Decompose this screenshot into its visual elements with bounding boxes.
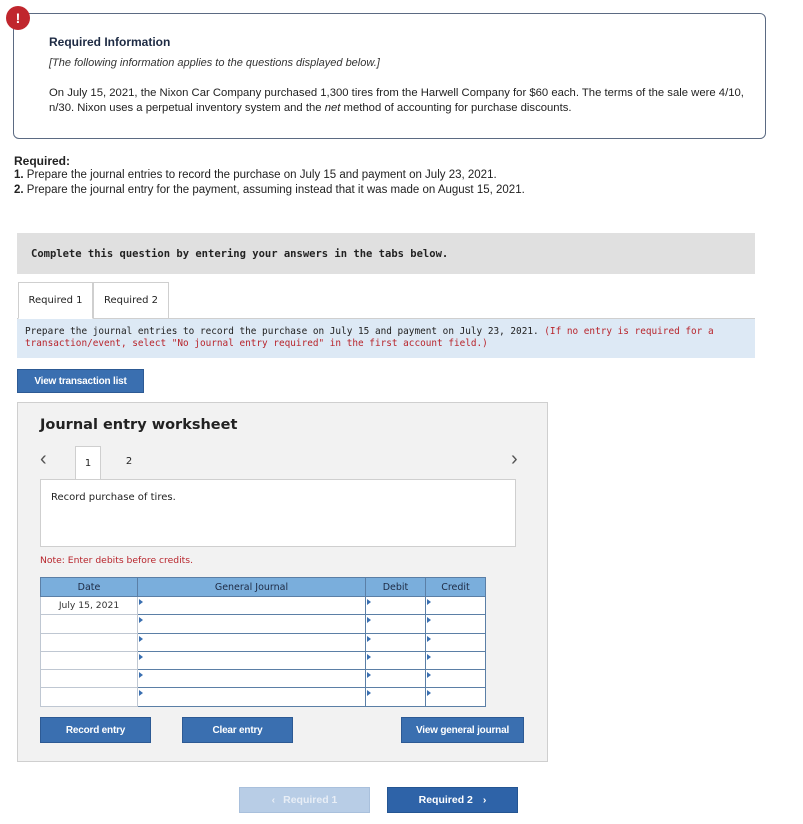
credit-input[interactable] [426,615,486,633]
required-information-box [13,13,766,139]
worksheet-page-2[interactable]: 2 [125,455,133,467]
required-item-text: Prepare the journal entries to record the purchase on July 15 and payment on July 23, 2021. [23,169,497,181]
column-header-debit: Debit [366,578,426,597]
required-item-1 [14,169,497,181]
table-row [41,670,486,688]
chevron-right-icon: › [482,794,487,806]
info-body-italic: net [324,102,341,114]
credit-input[interactable] [426,633,486,651]
account-input[interactable] [138,651,366,669]
column-header-credit: Credit [426,578,486,597]
required-item-text: Prepare the journal entry for the payment, assuming instead that it was made on August 15, 2021. [23,184,525,196]
table-row [41,597,486,615]
info-italic-note: [The following information applies to the questions displayed below.] [49,57,380,69]
instruction-main: Prepare the journal entries to record the purchase on July 15 and payment on July 23, 2021. [25,326,539,337]
previous-required-label: Required 1 [283,794,338,806]
date-cell[interactable] [41,615,138,633]
credit-input[interactable] [426,670,486,688]
debit-input[interactable] [366,688,426,706]
account-input[interactable] [138,615,366,633]
date-cell[interactable] [41,633,138,651]
info-title: Required Information [49,35,171,49]
previous-required-button[interactable] [239,787,370,813]
instruction-box [17,319,755,358]
view-transaction-list-button[interactable]: View transaction list [17,369,144,393]
account-input[interactable] [138,597,366,615]
worksheet-page-1[interactable]: 1 [75,446,101,479]
table-row [41,688,486,706]
chevron-right-icon[interactable]: › [511,448,518,470]
view-general-journal-button[interactable]: View general journal [401,717,524,743]
chevron-left-icon: ‹ [271,794,276,806]
journal-table [40,577,486,707]
column-header-general-journal: General Journal [138,578,366,597]
account-input[interactable] [138,670,366,688]
clear-entry-button[interactable]: Clear entry [182,717,293,743]
info-body-part: On July 15, 2021, the Nixon Car Company purchased 1,300 tires from the Harwell Company for $60 each. The terms of the sale were 4/10, n/30. Nixon uses a perpetual inventory system and the [49,87,744,114]
required-item-2 [14,184,525,196]
chevron-left-icon[interactable]: ‹ [40,448,47,470]
credit-input[interactable] [426,651,486,669]
required-item-number: 1. [14,169,24,181]
date-cell[interactable] [41,688,138,706]
debits-note: Note: Enter debits before credits. [40,555,193,566]
instruction-note: (If no entry is required for a transaction/event, select "No journal entry required" in the first account field.) [25,326,714,349]
account-input[interactable] [138,688,366,706]
table-row [41,615,486,633]
transaction-description: Record purchase of tires. [40,479,516,547]
info-body [49,86,749,116]
next-required-button[interactable] [387,787,518,813]
debit-input[interactable] [366,670,426,688]
alert-icon: ! [6,6,30,30]
date-cell[interactable] [41,651,138,669]
column-header-date: Date [41,578,138,597]
tab-required-2[interactable]: Required 2 [93,282,169,319]
debit-input[interactable] [366,597,426,615]
credit-input[interactable] [426,597,486,615]
table-row [41,651,486,669]
debit-input[interactable] [366,651,426,669]
required-item-number: 2. [14,184,24,196]
info-body-part: method of accounting for purchase discounts. [340,102,572,114]
worksheet-title: Journal entry worksheet [40,417,238,433]
credit-input[interactable] [426,688,486,706]
next-required-label: Required 2 [418,794,473,806]
debit-input[interactable] [366,615,426,633]
table-row [41,633,486,651]
date-cell[interactable]: July 15, 2021 [41,597,138,615]
tab-required-1[interactable]: Required 1 [18,282,93,319]
required-heading: Required: [14,154,71,168]
debit-input[interactable] [366,633,426,651]
record-entry-button[interactable]: Record entry [40,717,151,743]
date-cell[interactable] [41,670,138,688]
complete-banner: Complete this question by entering your answers in the tabs below. [17,233,755,274]
account-input[interactable] [138,633,366,651]
